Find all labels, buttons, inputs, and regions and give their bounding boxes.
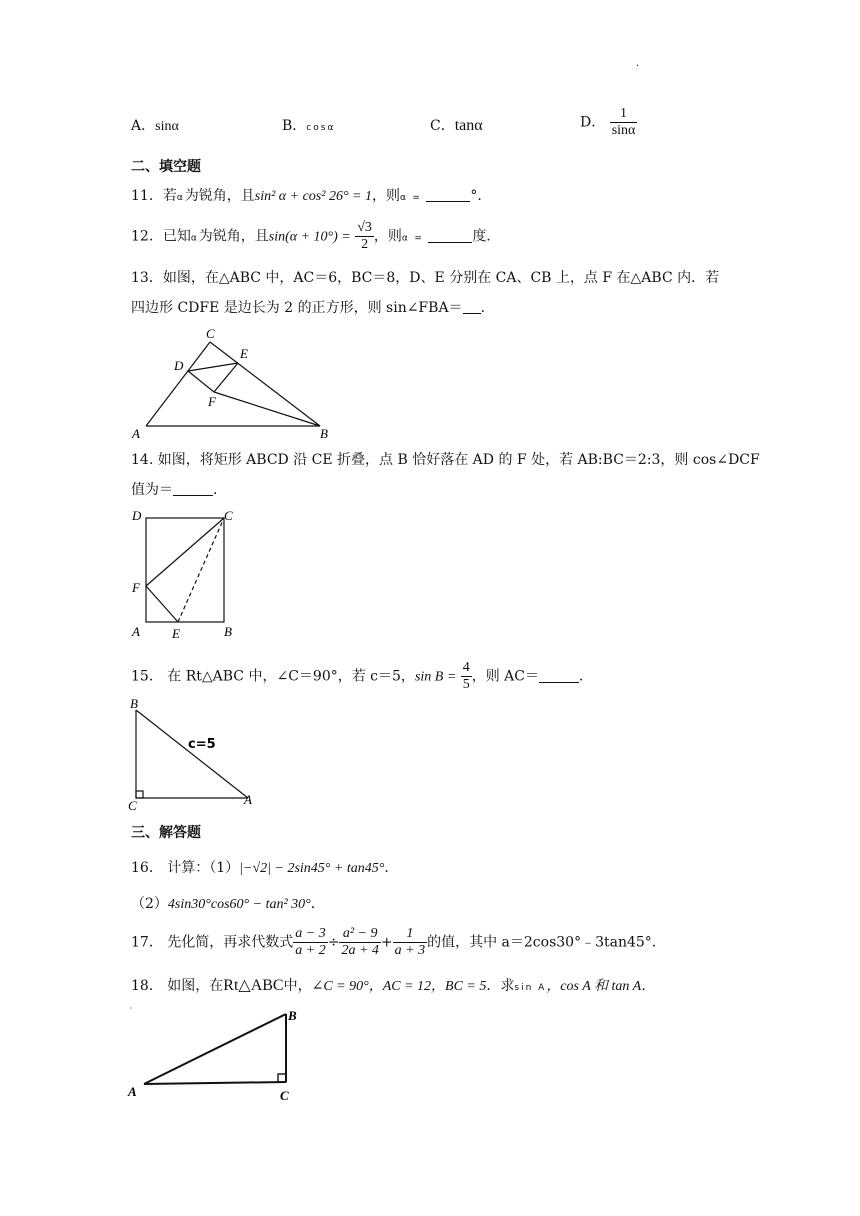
q18-sina: sin A	[514, 983, 547, 993]
fig14-label-a: A	[132, 624, 140, 639]
q12-blank	[428, 228, 472, 243]
question-15	[131, 660, 593, 693]
figure-13	[128, 326, 338, 442]
q11-alpha: α	[176, 193, 185, 203]
q11-number: 11．	[131, 188, 163, 204]
option-a-label: A．	[131, 118, 156, 134]
q11-expression: sin² α + cos² 26° = 1	[254, 189, 373, 204]
q18-pre: 18． 如图，在	[131, 978, 224, 994]
q11-mid: 为锐角，且	[184, 188, 255, 204]
fig15-label-c5: c=5	[188, 737, 216, 752]
figure-15	[126, 694, 266, 812]
fig14-label-d: D	[132, 508, 142, 523]
q15-fraction	[461, 660, 472, 693]
q18-mid: 中，	[283, 978, 312, 994]
option-d-label: D．	[580, 114, 606, 131]
section-fill-in: 二、填空题	[131, 159, 201, 175]
q12-end: 度.	[472, 228, 491, 245]
option-d	[580, 106, 637, 139]
q11-blank	[426, 187, 470, 202]
question-17	[131, 926, 666, 959]
section-answer: 三、解答题	[131, 825, 201, 841]
question-16	[131, 858, 398, 879]
q12-frac-den: 2	[361, 237, 369, 252]
option-d-numerator: 1	[610, 106, 638, 123]
q14-end: ．	[213, 482, 227, 498]
option-d-denominator: sinα	[611, 123, 636, 138]
q16-expression: |−√2| − 2sin45° + tan45°	[239, 861, 385, 876]
q12-mid: 为锐角，且	[198, 228, 269, 245]
q12-expression: sin(α + 10°) =	[268, 229, 351, 245]
q17-f3-den: a + 3	[394, 943, 426, 958]
q18-conditions: ∠C = 90°，AC = 12，BC = 5	[311, 979, 487, 994]
fig14-label-f: F	[132, 580, 140, 595]
q16-p2-end: ．	[310, 896, 325, 912]
fig13-label-f: F	[208, 394, 216, 409]
q11-pre: 若	[162, 188, 177, 204]
figure-18	[126, 1000, 316, 1104]
option-a	[131, 116, 179, 137]
q16-end: ．	[384, 860, 399, 876]
q12-alpha: α	[190, 233, 199, 244]
question-18	[131, 976, 655, 998]
q17-frac1	[293, 926, 327, 959]
q13-end: ．	[480, 300, 495, 316]
q14-line2: 值为＝	[131, 482, 173, 498]
q13-line2: 四边形 CDFE 是边长为 2 的正方形，则 sin∠FBA＝	[131, 300, 463, 316]
option-b	[282, 116, 335, 138]
fig14-label-e: E	[172, 626, 180, 641]
option-c-text: tanα	[454, 117, 483, 134]
q11-alpha2: α	[400, 193, 408, 203]
fig13-label-b: B	[320, 426, 328, 441]
fig15-label-b: B	[130, 696, 138, 711]
q16-p2-label: （2）	[131, 896, 168, 912]
q14-line1: 14. 如图，将矩形 ABCD 沿 CE 折叠，点 B 恰好落在 AD 的 F 处，若 AB:BC＝2:3，则 cos∠DCF	[131, 452, 760, 468]
fig15-label-c: C	[128, 798, 137, 812]
q14-blank	[173, 481, 213, 496]
question-14-line2	[131, 480, 227, 500]
q15-post: ，则 AC＝	[471, 668, 540, 685]
option-d-fraction	[610, 106, 638, 139]
figure-14	[128, 506, 248, 642]
q15-sinb: sin B =	[414, 669, 457, 685]
q12-number: 12．	[131, 228, 163, 245]
header-mark: .	[636, 58, 640, 69]
fig13-label-a: A	[132, 426, 140, 441]
q18-triangle: Rt△ABC	[223, 977, 284, 994]
q12-eq: =	[414, 233, 424, 244]
question-11	[131, 186, 482, 208]
q17-plus: +	[380, 934, 393, 951]
q17-f1-den: a + 2	[295, 943, 326, 958]
q17-div: ÷	[327, 934, 340, 951]
option-a-text: sinα	[155, 119, 179, 134]
q17-pre: 17． 先化简，再求代数式	[131, 934, 294, 951]
q12-pre: 已知	[162, 228, 191, 245]
fig13-label-d: D	[174, 358, 184, 373]
question-13-line2	[131, 298, 495, 318]
q17-post: 的值，其中 a＝2cos30°﹣3tan45°．	[427, 934, 666, 951]
q16-p2-expression: 4sin30°cos60° − tan² 30°	[167, 897, 311, 912]
q13-blank	[463, 299, 481, 314]
q13-line1: 13．如图，在△ABC 中，AC＝6，BC＝8，D、E 分别在 CA、CB 上，点 F 在△ABC 内．若	[131, 270, 720, 286]
option-c	[430, 116, 483, 136]
q17-frac3	[393, 926, 427, 959]
fig13-label-c: C	[206, 326, 215, 341]
q17-frac2	[339, 926, 380, 959]
fig14-label-b: B	[224, 624, 232, 639]
q17-f1-num: a − 3	[295, 926, 326, 941]
fig14-label-c: C	[224, 508, 233, 523]
option-b-text: cosα	[306, 123, 336, 133]
q12-frac-num: √3	[357, 220, 372, 235]
option-b-label: B．	[282, 118, 307, 134]
q15-pre: 15． 在 Rt△ABC 中，∠C＝90°，若 c＝5，	[131, 668, 415, 685]
q18-ask: ．求	[486, 978, 515, 994]
fig15-label-a: A	[244, 792, 252, 807]
q17-f2-den: 2a + 4	[341, 943, 379, 958]
q15-frac-num: 4	[462, 660, 470, 675]
q17-f2-num: a² − 9	[339, 926, 380, 943]
q11-post: ，则	[372, 188, 401, 204]
q16-pre: 16． 计算：（1）	[131, 860, 240, 876]
q15-frac-den: 5	[462, 677, 470, 692]
q15-blank	[539, 668, 579, 683]
option-c-label: C．	[430, 118, 455, 134]
q15-end: ．	[579, 668, 594, 685]
fig18-label-b: B	[288, 1008, 297, 1023]
fig18-label-c: C	[280, 1088, 289, 1103]
q12-fraction	[355, 220, 374, 253]
q12-alpha2: α	[401, 233, 410, 244]
q18-rest: ，cos A 和 tan A．	[546, 979, 656, 994]
question-12	[131, 220, 491, 253]
q11-eq: =	[412, 193, 422, 203]
question-16-part2	[131, 894, 325, 915]
fig18-label-a: A	[128, 1084, 137, 1099]
q12-post: ，则	[373, 228, 402, 245]
fig13-label-e: E	[240, 346, 248, 361]
q11-end: °.	[470, 188, 482, 204]
q17-f3-num: 1	[393, 926, 427, 943]
